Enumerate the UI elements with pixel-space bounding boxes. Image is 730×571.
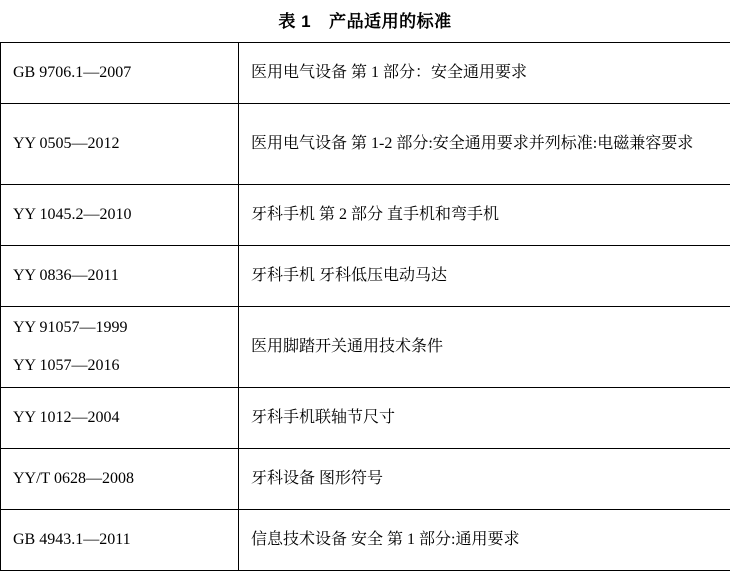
standard-code-cell bbox=[1, 185, 239, 246]
table-row bbox=[1, 388, 730, 449]
standard-code-cell bbox=[1, 307, 239, 388]
standard-code-line: YY 0836—2011 bbox=[13, 264, 226, 289]
standard-name-cell: 医用电气设备 第 1 部分：安全通用要求 bbox=[239, 43, 730, 104]
standard-name-cell: 医用电气设备 第 1-2 部分:安全通用要求并列标准:电磁兼容要求 bbox=[239, 104, 730, 185]
standard-code-line: YY 1012—2004 bbox=[13, 406, 226, 431]
standard-name-cell: 医用脚踏开关通用技术条件 bbox=[239, 307, 730, 388]
table-row bbox=[1, 307, 730, 388]
standard-code-line: GB 4943.1—2011 bbox=[13, 528, 226, 553]
standard-name-cell: 牙科手机联轴节尺寸 bbox=[239, 388, 730, 449]
standard-name-cell: 牙科手机 第 2 部分 直手机和弯手机 bbox=[239, 185, 730, 246]
standard-name-cell: 信息技术设备 安全 第 1 部分:通用要求 bbox=[239, 510, 730, 571]
standard-code-line: YY 91057—1999 bbox=[13, 316, 226, 341]
standard-code-cell bbox=[1, 43, 239, 104]
table-row bbox=[1, 449, 730, 510]
standard-code-cell bbox=[1, 510, 239, 571]
standard-code-line: YY 0505—2012 bbox=[13, 132, 226, 157]
table-caption-number: 表 1 bbox=[278, 12, 311, 31]
standard-code-cell bbox=[1, 246, 239, 307]
table-caption-title: 产品适用的标准 bbox=[329, 12, 452, 31]
table-row bbox=[1, 185, 730, 246]
table-caption bbox=[0, 0, 730, 42]
table-row bbox=[1, 246, 730, 307]
table-row bbox=[1, 104, 730, 185]
standard-code-line: GB 9706.1—2007 bbox=[13, 61, 226, 86]
table-row bbox=[1, 510, 730, 571]
standard-code-line: YY 1057—2016 bbox=[13, 354, 226, 379]
standards-table bbox=[0, 42, 730, 571]
standards-table-body bbox=[1, 43, 730, 571]
standard-code-line: YY 1045.2—2010 bbox=[13, 203, 226, 228]
standard-code-cell bbox=[1, 388, 239, 449]
standard-name-cell: 牙科手机 牙科低压电动马达 bbox=[239, 246, 730, 307]
standard-name-cell: 牙科设备 图形符号 bbox=[239, 449, 730, 510]
standard-code-line: YY/T 0628—2008 bbox=[13, 467, 226, 492]
table-row bbox=[1, 43, 730, 104]
standard-code-cell bbox=[1, 104, 239, 185]
standard-code-cell bbox=[1, 449, 239, 510]
